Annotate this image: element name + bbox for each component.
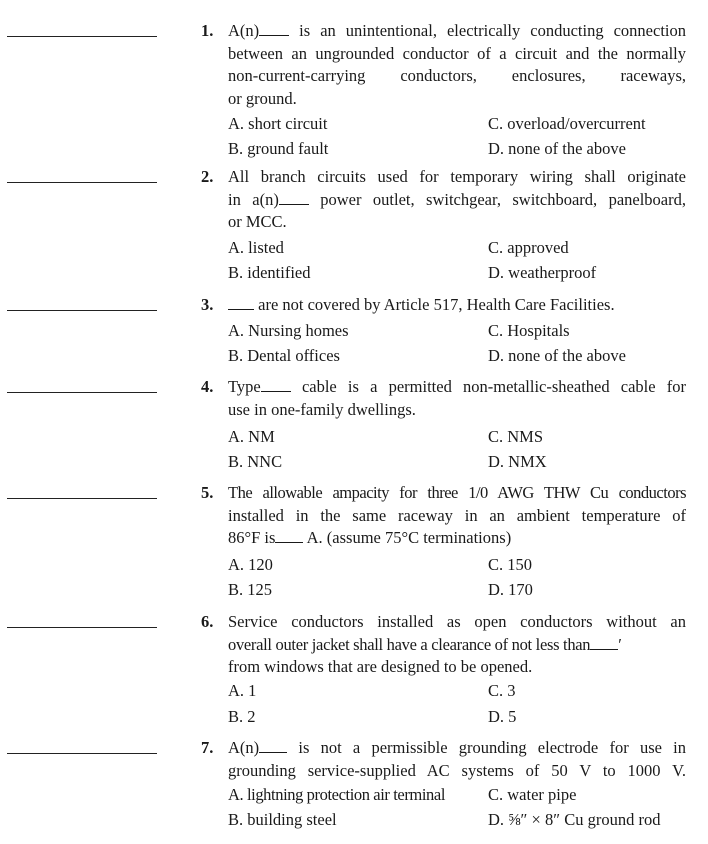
option-b: B. building steel: [228, 810, 337, 829]
option-d: D. 5: [488, 707, 517, 726]
option-b: B. NNC: [228, 452, 283, 471]
option-d: D. NMX: [488, 452, 547, 471]
question-text: [228, 20, 686, 110]
question-line: non-current-carrying conductors, enclosures, raceways,: [228, 66, 686, 85]
question-number: 2.: [201, 167, 214, 186]
question-number: 4.: [201, 377, 214, 396]
option-b: B. ground fault: [228, 139, 329, 158]
option-c: C. 150: [488, 555, 533, 574]
question-text: [228, 737, 686, 782]
answer-blank-4[interactable]: [7, 392, 157, 393]
question-line: or ground.: [228, 88, 297, 108]
option-c: C. approved: [488, 238, 569, 257]
option-c: C. overload/overcurrent: [488, 114, 646, 133]
answer-blank-6[interactable]: [7, 627, 157, 628]
question-line: are not covered by Article 517, Health Care Facilities.: [228, 294, 686, 317]
fill-in-blank: [275, 527, 303, 543]
question-line: All branch circuits used for temporary wiring shall originate: [228, 167, 686, 186]
option-b: B. 2: [228, 707, 256, 726]
option-c: C. NMS: [488, 427, 544, 446]
question-number: 7.: [201, 738, 214, 757]
option-c: C. Hospitals: [488, 321, 570, 340]
option-d: D. ⅝″ × 8″ Cu ground rod: [488, 810, 661, 829]
answer-blank-2[interactable]: [7, 182, 157, 183]
question-line: from windows that are designed to be opened.: [228, 657, 533, 676]
question-line: overall outer jacket shall have a clearance of not less than ′: [228, 634, 622, 654]
option-d: D. none of the above: [488, 139, 626, 158]
question-text: [228, 376, 686, 421]
option-b: B. identified: [228, 263, 311, 282]
question-line: use in one-family dwellings.: [228, 399, 416, 419]
option-a: A. lightning protection air terminal: [228, 785, 446, 804]
question-line: 86°F is A. (assume 75°C terminations): [228, 528, 512, 547]
option-c: C. 3: [488, 681, 516, 700]
answer-blank-1[interactable]: [7, 36, 157, 37]
question-number: 5.: [201, 483, 214, 502]
question-line: grounding service-supplied AC systems of 50 V to 1000 V.: [228, 760, 686, 780]
fill-in-blank: [259, 737, 287, 753]
option-b: B. Dental offices: [228, 346, 340, 365]
question-line: A(n) is an unintentional, electrically conducting connection: [228, 21, 686, 40]
fill-in-blank: [279, 189, 309, 205]
question-number: 6.: [201, 612, 214, 631]
question-number: 1.: [201, 21, 214, 40]
option-c: C. water pipe: [488, 785, 577, 804]
question-text: [228, 294, 686, 317]
question-line: between an ungrounded conductor of a circuit and the normally: [228, 43, 686, 63]
option-d: D. none of the above: [488, 346, 626, 365]
fill-in-blank: [259, 20, 289, 36]
question-line: A(n) is not a permissible grounding electrode for use in: [228, 738, 686, 757]
fill-in-blank: [228, 294, 254, 310]
question-line: Service conductors installed as open conductors without an: [228, 612, 686, 631]
answer-blank-5[interactable]: [7, 498, 157, 499]
fill-in-blank: [590, 634, 618, 650]
option-a: A. short circuit: [228, 114, 328, 133]
question-text: [228, 611, 686, 679]
question-number: 3.: [201, 295, 214, 314]
option-a: A. listed: [228, 238, 284, 257]
question-line: Type cable is a permitted non-metallic-sheathed cable for: [228, 377, 686, 396]
question-line: installed in the same raceway in an ambient temperature of: [228, 505, 686, 525]
option-a: A. Nursing homes: [228, 321, 349, 340]
fill-in-blank: [261, 376, 291, 392]
option-a: A. NM: [228, 427, 275, 446]
question-text: [228, 166, 686, 234]
option-a: A. 1: [228, 681, 257, 700]
answer-blank-3[interactable]: [7, 310, 157, 311]
question-line: or MCC.: [228, 212, 287, 231]
question-text: [228, 482, 686, 550]
question-line: The allowable ampacity for three 1/0 AWG THW Cu conductors: [228, 483, 686, 502]
option-b: B. 125: [228, 580, 273, 599]
answer-blank-7[interactable]: [7, 753, 157, 754]
question-line: in a(n) power outlet, switchgear, switchboard, panelboard,: [228, 189, 686, 209]
option-d: D. weatherproof: [488, 263, 597, 282]
option-d: D. 170: [488, 580, 533, 599]
option-a: A. 120: [228, 555, 273, 574]
